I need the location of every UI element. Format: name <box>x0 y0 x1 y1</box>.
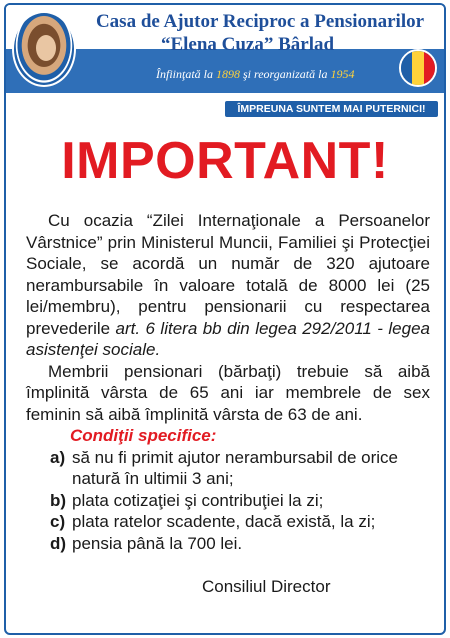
notice-body <box>26 210 430 554</box>
condition-item <box>50 447 430 490</box>
condition-item <box>50 533 430 555</box>
slogan-badge: ÎMPREUNA SUNTEM MAI PUTERNICI! <box>225 101 438 117</box>
founded-line <box>156 67 354 82</box>
document-frame <box>4 3 446 635</box>
condition-letter: b) <box>50 490 67 510</box>
reorganized-year: 1954 <box>330 67 355 81</box>
paragraph-2: Membrii pensionari (bărbaţi) trebuie să aibă împlinită vârsta de 65 ani iar membrele de sex feminin să aibă împlinită vârsta de 63 de ani. <box>26 361 430 424</box>
org-title-line1: Casa de Ajutor Reciproc a Pensionarilor <box>95 11 425 32</box>
conditions-heading: Condiţii specifice: <box>70 426 217 445</box>
condition-item <box>50 490 430 512</box>
signature: Consiliul Director <box>202 577 331 596</box>
condition-item <box>50 511 430 533</box>
condition-text: să nu fi primit ajutor nerambursabil de orice natură în ultimii 3 ani; <box>72 447 398 488</box>
founded-year: 1898 <box>216 67 240 81</box>
org-title-line2: “Elena Cuza” Bârlad <box>160 34 335 55</box>
flag-stripe-blue <box>401 51 412 85</box>
reorganized-prefix: şi reorganizată la <box>240 67 331 81</box>
condition-text: plata cotizaţiei şi contribuţiei la zi; <box>72 490 324 510</box>
condition-text: pensia până la 700 lei. <box>72 533 243 553</box>
portrait-logo-icon <box>12 11 76 87</box>
condition-letter: c) <box>50 512 66 531</box>
condition-letter: a) <box>50 447 66 467</box>
paragraph-1-text: Cu ocazia “Zilei Internaţionale a Persoanelor Vârstnice” prin Ministerul Muncii, Familiei şi Protecţiei Sociale, se acordă un număr de 320 ajutoare nerambursabile în valoare totală de 8000 lei (25 lei/membru), pentru pensionarii cu respectarea prevederile <box>26 211 430 338</box>
condition-letter: d) <box>50 533 67 553</box>
conditions-list <box>50 447 430 555</box>
founded-prefix: Înfiinţată la <box>156 67 216 81</box>
condition-text: plata ratelor scadente, dacă există, la zi; <box>72 512 376 531</box>
flag-stripe-yellow <box>412 51 423 85</box>
romanian-flag-icon <box>399 49 437 87</box>
paragraph-1 <box>26 210 430 361</box>
headline: IMPORTANT! <box>61 132 389 190</box>
law-reference: art. 6 litera bb din legea 292/2011 - legea asistenţei sociale. <box>26 318 430 359</box>
